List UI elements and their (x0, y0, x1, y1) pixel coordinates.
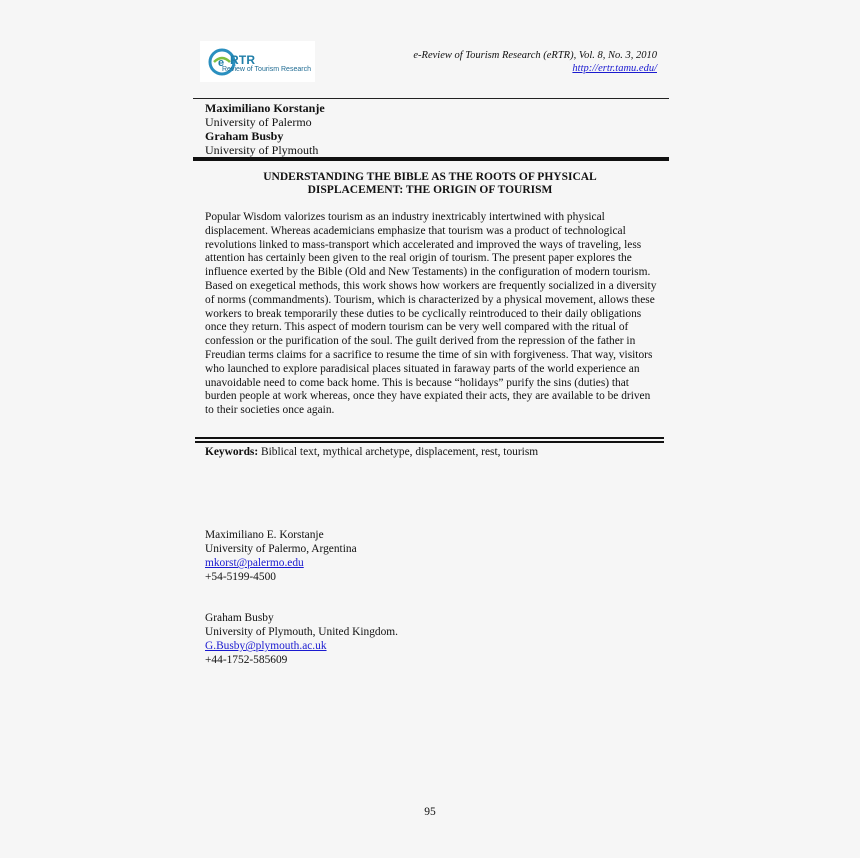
contact-email-link[interactable]: G.Busby@plymouth.ac.uk (205, 640, 327, 652)
author-name: Graham Busby (205, 129, 284, 143)
title-line: DISPLACEMENT: THE ORIGIN OF TOURISM (307, 184, 553, 196)
authors-divider (193, 157, 669, 161)
keywords-line (205, 445, 538, 459)
header-divider (193, 98, 669, 99)
contact-name: Graham Busby (205, 612, 274, 624)
author-affiliation: University of Plymouth (205, 143, 319, 157)
contact-affiliation: University of Plymouth, United Kingdom. (205, 626, 399, 638)
contact-name: Maximiliano E. Korstanje (205, 529, 324, 541)
logo-letters: RTR (230, 53, 256, 67)
keywords-label: Keywords: (205, 446, 259, 458)
contact-block (205, 528, 357, 584)
author-block (205, 101, 325, 157)
keywords-text: Biblical text, mythical archetype, displacement, rest, tourism (261, 446, 539, 458)
abstract-divider (195, 437, 664, 443)
author-affiliation: University of Palermo (205, 115, 312, 129)
logo-tagline: Review of Tourism Research (222, 66, 311, 73)
svg-text:e: e (218, 57, 225, 69)
journal-header (413, 49, 657, 75)
paper-title (205, 171, 655, 197)
ertr-logo-swirl-icon (200, 41, 315, 82)
page-number: 95 (424, 806, 436, 818)
contact-affiliation: University of Palermo, Argentina (205, 543, 357, 555)
abstract-text: Popular Wisdom valorizes tourism as an industry inextricably intertwined with physical displacement. Whereas academicians emphasize that tourism was a product of technological revolutions linked to mass-transport which accelerated and improved the ways of traveling, less attention has certainly been given to the real origin of tourism. The present paper explores the influence exerted by the Bible (Old and New Testaments) in the configuration of modern tourism. Based on exegetical methods, this work shows how workers are frequently socialized in a diversity of norms (commandments). Tourism, which is characterized by a physical movement, allows these workers to break temporarily these duties to be cyclically reintroduced to their daily obligations once they return. This aspect of modern tourism can be very well compared with the ritual of confession or the purification of the soul. The guilt derived from the repression of the father in Freudian terms claims for a sacrifice to resume the time of sin with forgiveness. That way, visitors who launched to explore paradisical places situated in faraway parts of the world experience an unavoidable need to come back home. This is because “holidays” purify the sins (duties) that burden people at work whereas, once they have expiated their acts, they are available to be driven to their societies once again. (205, 211, 657, 417)
contact-email-link[interactable]: mkorst@palermo.edu (205, 557, 304, 569)
contact-phone: +44-1752-585609 (205, 654, 288, 666)
contact-phone: +54-5199-4500 (205, 571, 276, 583)
author-name: Maximiliano Korstanje (205, 101, 325, 115)
journal-citation: e-Review of Tourism Research (eRTR), Vol. 8, No. 3, 2010 (413, 50, 657, 61)
ertr-logo (200, 41, 315, 82)
journal-url-link[interactable]: http://ertr.tamu.edu/ (572, 63, 657, 74)
title-line: UNDERSTANDING THE BIBLE AS THE ROOTS OF PHYSICAL (263, 171, 597, 183)
contact-block (205, 611, 398, 667)
